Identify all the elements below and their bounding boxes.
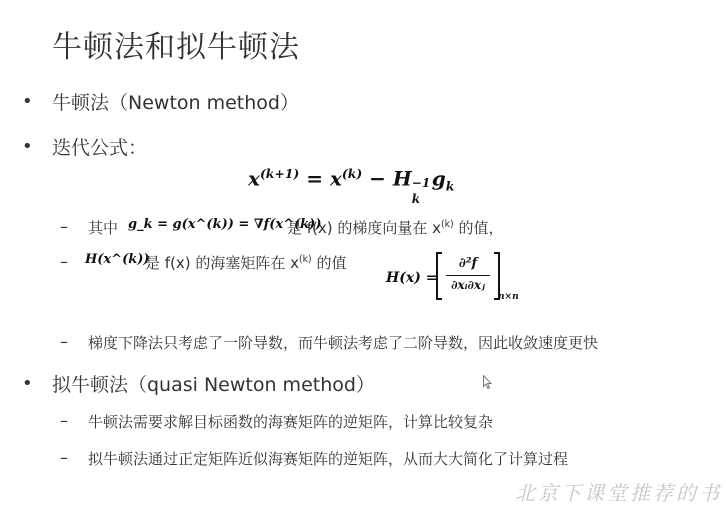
slide-title: 牛顿法和拟牛顿法 — [52, 30, 300, 65]
hessian-def-lhs: H(x) = — [386, 270, 438, 286]
newton-update-formula — [248, 166, 455, 206]
gradient-prefix: 其中 — [88, 219, 119, 237]
formula-H: H — [392, 166, 412, 191]
formula-lhs: x — [248, 166, 260, 191]
dash-marker: – — [60, 332, 68, 351]
formula-g-sub: k — [445, 178, 455, 194]
quasi-text-2: 拟牛顿法通过正定矩阵近似海赛矩阵的逆矩阵，从而大大简化了计算过程 — [88, 450, 569, 468]
dash-marker: – — [60, 448, 68, 467]
hessian-size: n×n — [498, 292, 519, 302]
bullet-marker: • — [22, 136, 33, 157]
quasi-text-1: 牛顿法需要求解目标函数的海赛矩阵的逆矩阵，计算比较复杂 — [88, 413, 494, 431]
hessian-sup: (k) — [299, 254, 312, 265]
hessian-denominator: ∂xᵢ∂xⱼ — [451, 278, 485, 292]
bullet-marker: • — [22, 373, 33, 394]
dash-marker: – — [60, 252, 68, 271]
gradient-description: 是 f(x) 的梯度向量在 $x^{(k)}$ 的值， — [287, 219, 504, 237]
dash-marker: – — [60, 217, 68, 236]
bullet-quasi-newton: 拟牛顿法（quasi Newton method） — [52, 374, 375, 396]
formula-x-sup: (k) — [341, 166, 363, 181]
formula-g: g — [431, 166, 446, 191]
dash-marker: – — [60, 411, 68, 430]
hessian-formula: H(x^(k)) — [85, 252, 150, 267]
formula-H-sub: k — [411, 191, 421, 206]
formula-lhs-sup: (k+1) — [259, 166, 300, 181]
bullet-newton-method: 牛顿法（Newton method） — [52, 92, 299, 114]
formula-x: x — [329, 166, 342, 191]
hessian-description: 是 f(x) 的海塞矩阵在 $x^{(k)}$ 的值 — [145, 254, 347, 272]
gradient-sup: (k) — [441, 219, 454, 230]
hessian-numerator: ∂²f — [458, 256, 478, 271]
gradient-formula: g_k = g(x^(k)) = ∇f(x^(k)) — [128, 217, 322, 232]
watermark: 北京下课堂推荐的书 — [515, 481, 722, 505]
bullet-marker: • — [22, 91, 33, 112]
compare-text: 梯度下降法只考虑了一阶导数，而牛顿法考虑了二阶导数，因此收敛速度更快 — [88, 334, 599, 352]
formula-eq: = — [299, 166, 330, 191]
formula-minus: − — [362, 166, 393, 191]
hessian-matrix-bracket — [436, 252, 500, 300]
formula-H-sup: −1 — [411, 175, 431, 190]
bullet-iteration-formula: 迭代公式： — [52, 137, 148, 159]
mouse-cursor-icon — [483, 375, 492, 389]
